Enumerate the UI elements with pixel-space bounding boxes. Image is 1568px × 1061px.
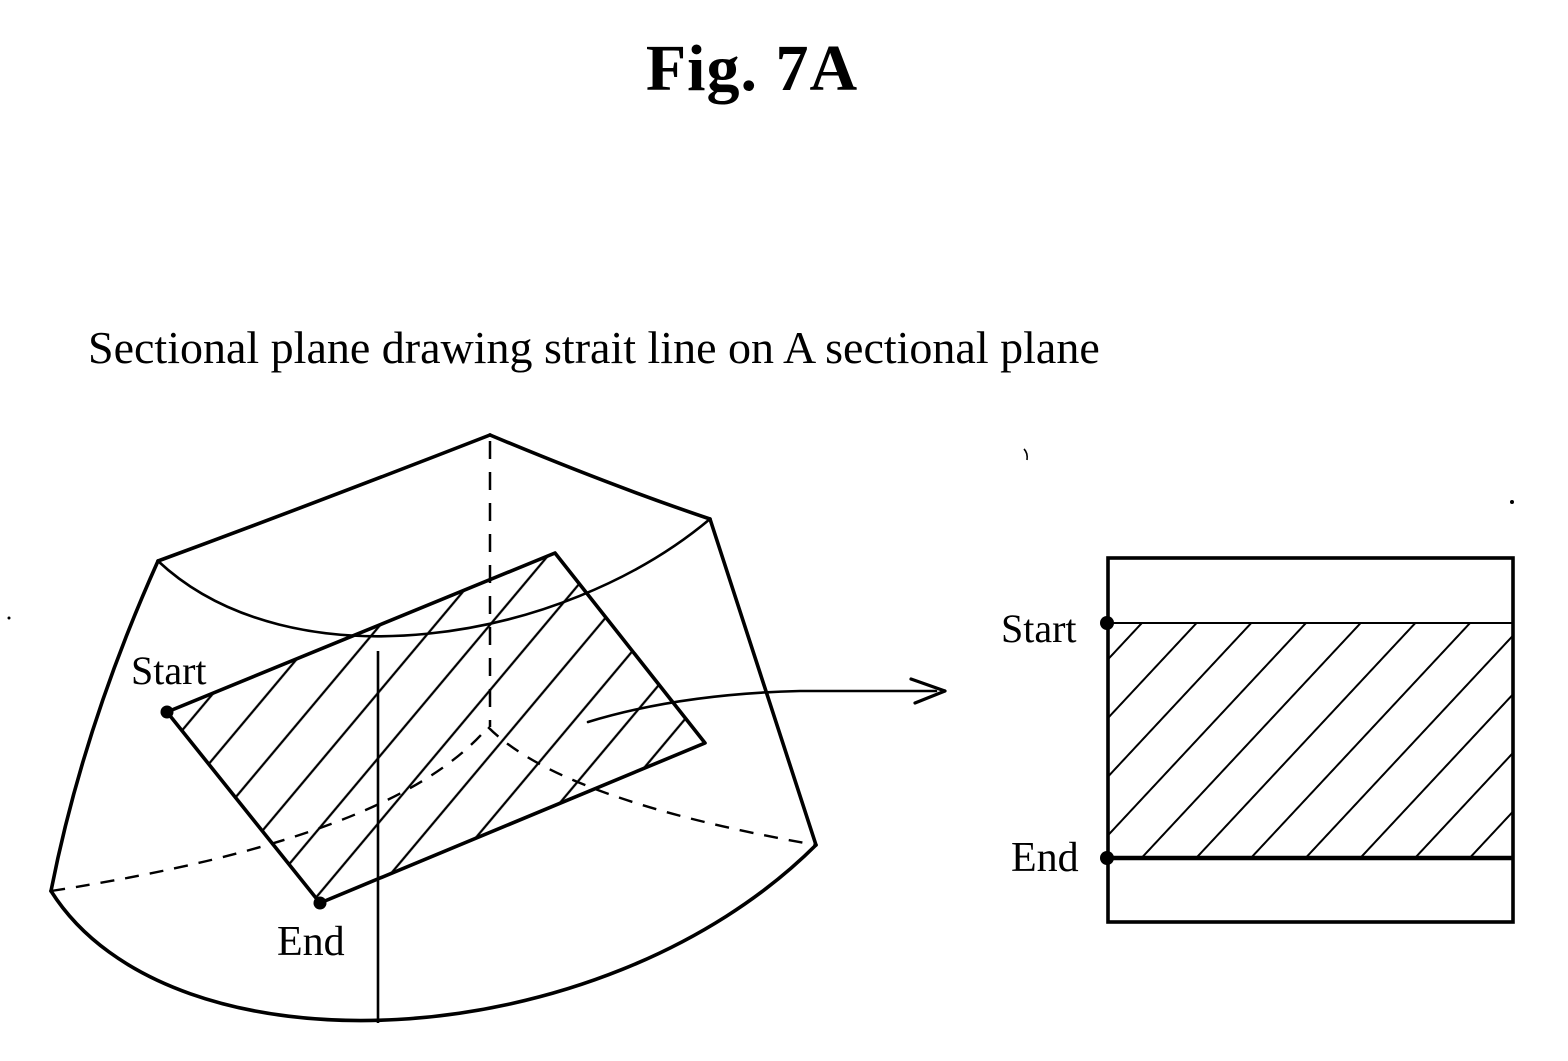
figure-caption: Sectional plane drawing strait line on A sectional plane — [88, 322, 1100, 373]
unrolled-plane — [1100, 558, 1513, 922]
left-start-label: Start — [131, 648, 207, 693]
unrolled-plane-hatch-band — [1109, 624, 1512, 857]
volume-top-left-edge — [158, 435, 490, 561]
volume-right-edge — [710, 519, 816, 845]
left-start-point-marker — [161, 706, 174, 719]
volume-top-right-edge — [490, 435, 710, 519]
figure-title: Fig. 7A — [645, 32, 859, 105]
left-end-label: End — [277, 919, 345, 965]
volume-front-bottom-arc — [51, 845, 816, 1021]
volume-left-edge — [51, 561, 158, 891]
left-end-point-marker — [314, 897, 327, 910]
right-end-point-marker — [1100, 851, 1114, 865]
right-end-label: End — [1011, 835, 1079, 881]
right-start-point-marker — [1100, 616, 1114, 630]
right-start-label: Start — [1001, 606, 1077, 651]
